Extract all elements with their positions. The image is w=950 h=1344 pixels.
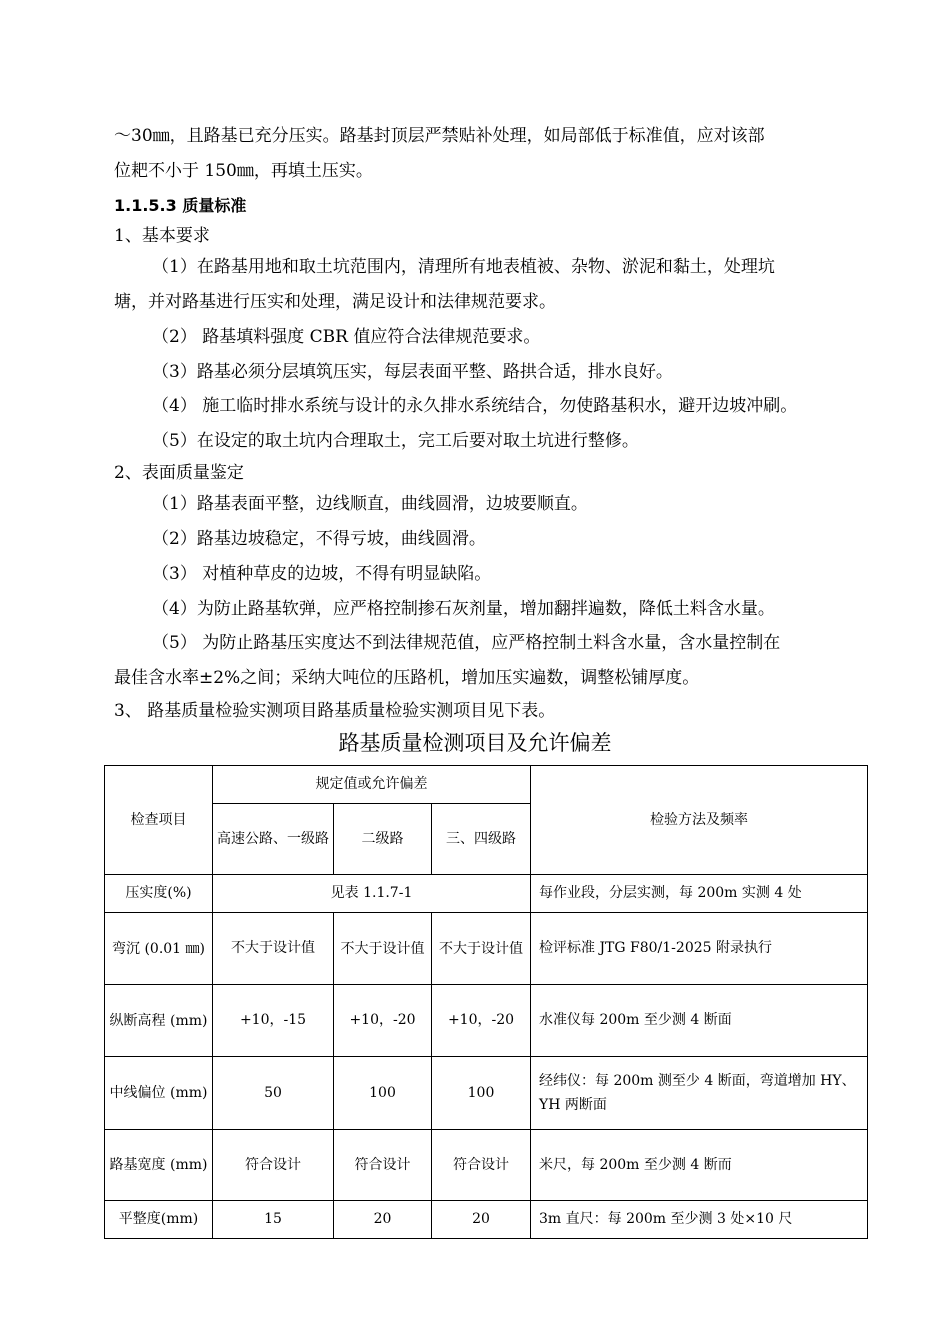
cell-value: 符合设计: [432, 1130, 531, 1201]
cell-item: 中线偏位 (mm): [105, 1057, 213, 1130]
cell-method: 检评标准 JTG F80/1-2025 附录执行: [531, 913, 868, 985]
cell-item: 压实度(%): [105, 875, 213, 913]
paragraph-line: 位耙不小于 150㎜，再填土压实。: [114, 161, 373, 181]
table-row: [105, 1057, 868, 1130]
cell-method: 3m 直尺：每 200m 至少测 3 处×10 尺: [531, 1201, 868, 1239]
list-item: （2） 路基填料强度 CBR 值应符合法律规范要求。: [152, 327, 541, 347]
list-item: （5） 为防止路基压实度达不到法律规范值，应严格控制土料含水量，含水量控制在: [152, 633, 781, 653]
cell-method: 水准仪每 200m 至少测 4 断面: [531, 985, 868, 1057]
cell-value: +10，-20: [334, 985, 432, 1057]
list-item: （4） 施工临时排水系统与设计的永久排水系统结合，勿使路基积水，避开边坡冲刷。: [152, 396, 798, 416]
subsection-title: 3、 路基质量检验实测项目路基质量检验实测项目见下表。: [114, 701, 556, 721]
cell-value: 不大于设计值: [432, 913, 531, 985]
cell-value: 20: [334, 1201, 432, 1239]
header-col2: 二级路: [334, 804, 432, 875]
table-header-row: [105, 766, 868, 804]
list-item-continuation: 最佳含水率±2%之间；采纳大吨位的压路机，增加压实遍数，调整松铺厚度。: [114, 668, 700, 688]
cell-value: 不大于设计值: [334, 913, 432, 985]
cell-value: 符合设计: [213, 1130, 334, 1201]
cell-item: 纵断高程 (mm): [105, 985, 213, 1057]
subsection-title: 2、表面质量鉴定: [114, 463, 244, 483]
list-item: （1）路基表面平整，边线顺直，曲线圆滑，边坡要顺直。: [152, 494, 588, 514]
header-col3: 三、四级路: [432, 804, 531, 875]
list-item: （3）路基必须分层填筑压实，每层表面平整、路拱合适，排水良好。: [152, 362, 673, 382]
table-title: 路基质量检测项目及允许偏差: [338, 731, 612, 755]
cell-value: 符合设计: [334, 1130, 432, 1201]
list-item: （2）路基边坡稳定，不得亏坡，曲线圆滑。: [152, 529, 486, 549]
quality-table: [104, 765, 868, 1239]
cell-value: 50: [213, 1057, 334, 1130]
cell-merged: 见表 1.1.7-1: [213, 875, 531, 913]
cell-method: 经纬仪：每 200m 测至少 4 断面，弯道增加 HY、YH 两断面: [531, 1057, 868, 1130]
table-row: [105, 1201, 868, 1239]
list-item-continuation: 塘，并对路基进行压实和处理，满足设计和法律规范要求。: [114, 292, 556, 312]
header-group: 规定值或允许偏差: [213, 766, 531, 804]
cell-item: 路基宽度 (mm): [105, 1130, 213, 1201]
cell-value: 20: [432, 1201, 531, 1239]
cell-value: 15: [213, 1201, 334, 1239]
cell-method: 米尺，每 200m 至少测 4 断而: [531, 1130, 868, 1201]
cell-value: +10，-20: [432, 985, 531, 1057]
table-row: [105, 913, 868, 985]
table-row: [105, 985, 868, 1057]
list-item: （1）在路基用地和取土坑范围内，清理所有地表植被、杂物、淤泥和黏土，处理坑: [152, 257, 775, 277]
cell-item: 平整度(mm): [105, 1201, 213, 1239]
header-item: 检查项目: [105, 766, 213, 875]
subsection-title: 1、基本要求: [114, 226, 210, 246]
cell-value: 100: [334, 1057, 432, 1130]
paragraph-line: ～30㎜，且路基已充分压实。路基封顶层严禁贴补处理，如局部低于标准值，应对该部: [114, 126, 765, 146]
list-item: （3） 对植种草皮的边坡，不得有明显缺陷。: [152, 564, 492, 584]
cell-method: 每作业段，分层实测，每 200m 实测 4 处: [531, 875, 868, 913]
cell-value: 100: [432, 1057, 531, 1130]
table-row: [105, 1130, 868, 1201]
header-method: 检验方法及频率: [531, 766, 868, 875]
table-row: [105, 875, 868, 913]
list-item: （4）为防止路基软弹，应严格控制掺石灰剂量，增加翻拌遍数，降低土料含水量。: [152, 599, 775, 619]
cell-value: +10，-15: [213, 985, 334, 1057]
section-heading: 1.1.5.3 质量标准: [114, 196, 247, 215]
list-item: （5）在设定的取土坑内合理取土，完工后要对取土坑进行整修。: [152, 431, 639, 451]
header-col1: 高速公路、一级路: [213, 804, 334, 875]
cell-item: 弯沉 (0.01 ㎜): [105, 913, 213, 985]
cell-value: 不大于设计值: [213, 913, 334, 985]
